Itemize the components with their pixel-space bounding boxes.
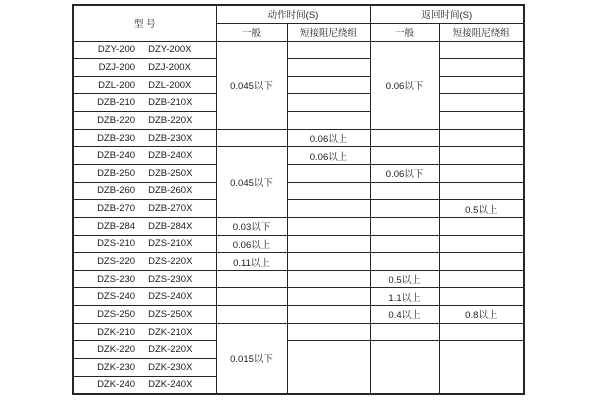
model-name-variant: DZY-200X [148,44,192,56]
table-row [73,76,524,94]
model-name-variant: DZB-240X [148,150,193,162]
empty-cell [216,129,287,147]
col-header-return-time: 返回时间(S) [370,5,524,23]
model-cell [73,76,216,94]
empty-cell [439,270,524,288]
model-name-variant: DZK-230X [148,361,193,373]
model-name: DZB-240 [97,150,136,162]
empty-cell [370,341,439,394]
col-header-return-short-damping: 短接阻尼绕组 [439,23,524,41]
empty-cell [439,76,524,94]
table-row [73,217,524,235]
model-cell [73,323,216,341]
empty-cell [370,182,439,200]
relay-spec-table [72,4,525,395]
model-name: DZS-210 [97,238,136,250]
model-cell [73,59,216,77]
empty-cell [287,41,370,59]
model-name-variant: DZS-210X [148,238,193,250]
model-name-variant: DZB-284X [148,220,193,232]
model-cell [73,341,216,359]
model-name: DZB-220 [97,114,136,126]
empty-cell [439,112,524,130]
empty-cell [216,306,287,324]
table-row [73,129,524,147]
empty-cell [439,235,524,253]
empty-cell [287,182,370,200]
model-cell [73,217,216,235]
col-header-action-short-damping: 短接阻尼绕组 [287,23,370,41]
table-row [73,235,524,253]
table-row [73,59,524,77]
model-cell [73,41,216,59]
empty-cell [287,94,370,112]
value-cell: 1.1以上 [370,288,439,306]
model-name-variant: DZS-240X [148,291,193,303]
model-name-variant: DZS-220X [148,256,193,267]
model-name-variant: DZL-200X [148,79,192,91]
value-cell: 0.5以上 [439,200,524,218]
model-cell [73,306,216,324]
model-name: DZL-200 [98,79,136,91]
model-cell [73,253,216,271]
table-row [73,306,524,324]
model-cell [73,94,216,112]
value-cell: 0.045以下 [216,147,287,218]
value-cell: 0.4以上 [370,306,439,324]
model-name-variant: DZB-230X [148,132,193,144]
model-cell [73,270,216,288]
empty-cell [287,200,370,218]
model-name: DZB-284 [97,220,136,232]
empty-cell [439,129,524,147]
table-row [73,200,524,218]
model-cell [73,147,216,165]
model-name: DZY-200 [97,44,136,56]
empty-cell [287,323,370,341]
empty-cell [287,76,370,94]
empty-cell [216,270,287,288]
col-header-action-general: 一般 [216,23,287,41]
model-name-variant: DZS-250X [148,308,193,320]
model-cell [73,129,216,147]
model-name-variant: DZB-210X [148,97,193,109]
empty-cell [287,270,370,288]
empty-cell [439,164,524,182]
empty-cell [439,94,524,112]
empty-cell [370,323,439,341]
table-row [73,147,524,165]
empty-cell [370,147,439,165]
table-row [73,288,524,306]
model-name: DZK-230 [97,361,136,373]
empty-cell [287,235,370,253]
empty-cell [370,200,439,218]
empty-cell [287,306,370,324]
model-name: DZK-240 [97,379,136,391]
empty-cell [439,41,524,59]
model-name-variant: DZB-270X [148,203,193,215]
model-name: DZB-210 [97,97,136,109]
value-cell: 0.03以下 [216,217,287,235]
model-name-variant: DZB-250X [148,167,193,179]
empty-cell [287,164,370,182]
empty-cell [370,253,439,271]
model-name: DZK-210 [97,326,136,338]
empty-cell [439,323,524,341]
value-cell: 0.06以上 [287,129,370,147]
empty-cell [370,235,439,253]
table-row [73,94,524,112]
model-name: DZB-270 [97,203,136,215]
model-name: DZS-230 [97,273,136,285]
empty-cell [287,59,370,77]
empty-cell [287,288,370,306]
empty-cell [439,253,524,271]
model-name-variant: DZJ-200X [148,61,191,73]
model-name: DZS-220 [97,256,136,267]
model-name: DZS-240 [97,291,136,303]
table-row [73,112,524,130]
empty-cell [439,59,524,77]
model-name-variant: DZK-220X [148,344,193,356]
model-name: DZB-230 [97,132,136,144]
table-row [73,182,524,200]
empty-cell [287,341,370,394]
empty-cell [439,217,524,235]
empty-cell [439,182,524,200]
empty-cell [439,341,524,394]
table-row [73,323,524,341]
table-row [73,253,524,271]
col-header-return-general: 一般 [370,23,439,41]
empty-cell [287,112,370,130]
value-cell: 0.06以上 [216,235,287,253]
table-row [73,270,524,288]
value-cell: 0.06以下 [370,164,439,182]
model-name: DZK-220 [97,344,136,356]
model-cell [73,200,216,218]
table-row [73,341,524,359]
model-name-variant: DZB-220X [148,114,193,126]
empty-cell [287,217,370,235]
model-name-variant: DZK-240X [148,379,193,391]
empty-cell [216,288,287,306]
model-name: DZS-250 [97,308,136,320]
empty-cell [370,217,439,235]
model-cell [73,359,216,377]
value-cell: 0.06以下 [370,41,439,129]
col-header-action-time: 动作时间(S) [216,5,370,23]
model-cell [73,182,216,200]
value-cell: 0.06以上 [287,147,370,165]
value-cell: 0.045以下 [216,41,287,129]
model-cell [73,235,216,253]
model-name-variant: DZS-230X [148,273,193,285]
value-cell: 0.015以下 [216,323,287,394]
header-row-1 [73,5,524,23]
empty-cell [287,253,370,271]
value-cell: 0.11以上 [216,253,287,271]
model-cell [73,112,216,130]
model-name: DZB-260 [97,185,136,197]
value-cell: 0.5以上 [370,270,439,288]
model-cell [73,376,216,394]
empty-cell [370,129,439,147]
model-name: DZB-250 [97,167,136,179]
table-row [73,164,524,182]
model-cell [73,288,216,306]
empty-cell [439,147,524,165]
model-cell [73,164,216,182]
col-header-model: 型 号 [73,5,216,41]
model-name-variant: DZK-210X [148,326,193,338]
empty-cell [439,288,524,306]
value-cell: 0.8以上 [439,306,524,324]
model-name-variant: DZB-260X [148,185,193,197]
table-row [73,41,524,59]
model-name: DZJ-200 [98,61,136,73]
